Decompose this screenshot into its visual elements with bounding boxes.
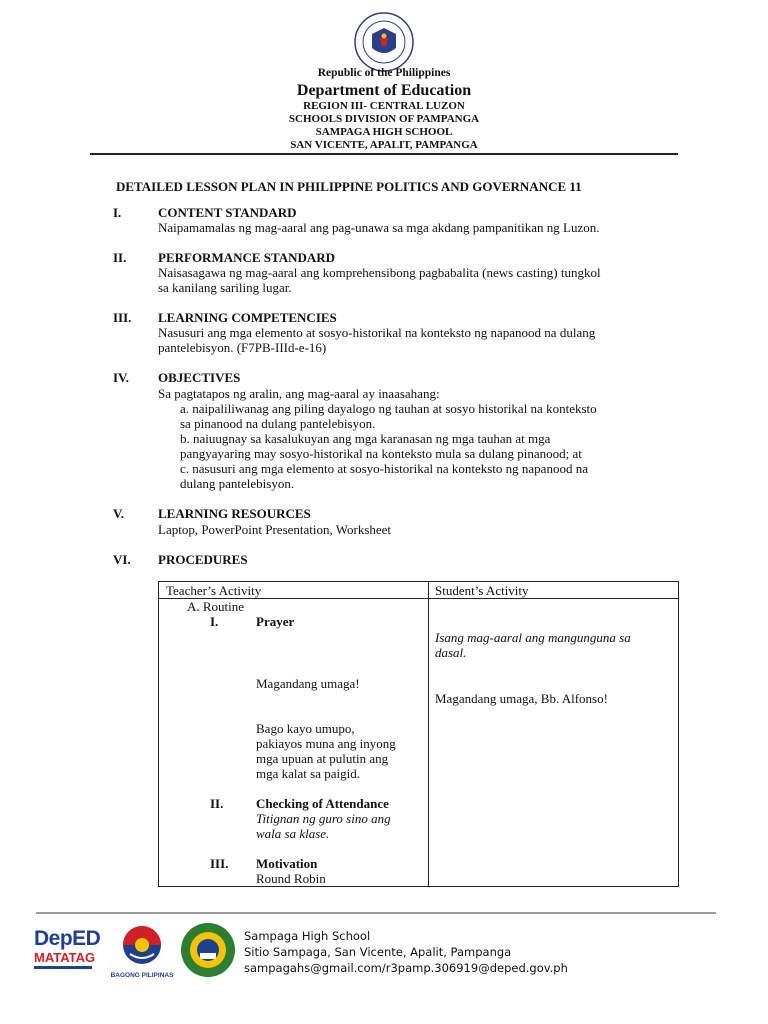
motivation-activity: Round Robin [256, 871, 326, 886]
objective-line: a. naipaliliwanag ang piling dayalogo ng tauhan at sosyo historikal na konteksto [180, 401, 597, 416]
prayer-title: Prayer [256, 614, 295, 629]
section-1-number: I. [113, 205, 122, 220]
bagong-pilipinas-text: BAGONG PILIPINAS [110, 972, 174, 979]
section-4-title: OBJECTIVES [158, 370, 241, 385]
student-prayer-line-1: Isang mag-aaral ang mangunguna sa [435, 630, 631, 645]
motivation-title: Motivation [256, 856, 318, 871]
table-vertical-divider [428, 582, 429, 886]
section-2-number: II. [113, 250, 127, 265]
student-activity-header: Student’s Activity [435, 583, 529, 598]
section-1-text: Naipamamalas ng mag-aaral ang pag-unawa sa mga akdang pampanitikan ng Luzon. [158, 220, 600, 235]
section-5-number: V. [113, 506, 124, 521]
section-2-text-line-1: Naisasagawa ng mag-aaral ang komprehensibong pagbabalita (news casting) tungkol [158, 265, 601, 280]
teacher-greeting: Magandang umaga! [256, 676, 360, 691]
footer-school-name: Sampaga High School [244, 929, 371, 943]
section-5-title: LEARNING RESOURCES [158, 506, 311, 521]
student-greeting: Magandang umaga, Bb. Alfonso! [435, 691, 608, 706]
school-seal [180, 922, 236, 978]
department-title: Department of Education [296, 82, 472, 99]
footer-divider [36, 912, 716, 914]
section-3-title: LEARNING COMPETENCIES [158, 310, 337, 325]
region-line: REGION III- CENTRAL LUZON [303, 100, 465, 112]
address-line: SAN VICENTE, APALIT, PAMPANGA [290, 139, 478, 151]
section-6-title: PROCEDURES [158, 552, 248, 567]
matatag-underline [34, 966, 92, 969]
prayer-number: I. [210, 614, 219, 629]
attendance-number: II. [210, 796, 224, 811]
deped-seal [350, 12, 418, 72]
motivation-number: III. [210, 856, 229, 871]
procedures-table [158, 581, 679, 887]
section-1-title: CONTENT STANDARD [158, 205, 297, 220]
lesson-plan-title: DETAILED LESSON PLAN IN PHILIPPINE POLITICS AND GOVERNANCE 11 [116, 179, 582, 194]
routine-label: A. Routine [187, 599, 245, 614]
objectives-intro: Sa pagtatapos ng aralin, ang mag-aaral ay inaasahang: [158, 386, 440, 401]
section-2-title: PERFORMANCE STANDARD [158, 250, 336, 265]
attendance-note-line-2: wala sa klase. [256, 826, 330, 841]
objective-line: c. nasusuri ang mga elemento at sosyo-historikal na konteksto ng napanood na [180, 461, 588, 476]
republic-line: Republic of the Philippines [317, 67, 451, 79]
matatag-wordmark: MATATAG [34, 950, 96, 965]
division-line: SCHOOLS DIVISION OF PAMPANGA [288, 113, 480, 125]
teacher-instruction-line: pakiayos muna ang inyong [256, 736, 396, 751]
section-3-number: III. [113, 310, 132, 325]
objective-line: pangyayaring may sosyo-historikal na konteksto mula sa dulang pinanood; at [180, 446, 582, 461]
teacher-instruction-line: mga kalat sa paigid. [256, 766, 360, 781]
objective-line: sa pinanood na dulang pantelebisyon. [180, 416, 376, 431]
section-5-text: Laptop, PowerPoint Presentation, Worksheet [158, 522, 392, 537]
student-prayer-line-2: dasal. [435, 645, 467, 660]
section-4-number: IV. [113, 370, 130, 385]
teacher-instruction-line: Bago kayo umupo, [256, 721, 355, 736]
objective-line: dulang pantelebisyon. [180, 476, 295, 491]
section-6-number: VI. [113, 552, 131, 567]
section-3-text-line-2: pantelebisyon. (F7PB-IIId-e-16) [158, 340, 327, 355]
teacher-activity-header: Teacher’s Activity [166, 583, 262, 598]
school-line: SAMPAGA HIGH SCHOOL [315, 126, 453, 138]
attendance-title: Checking of Attendance [256, 796, 389, 811]
header-divider [90, 153, 678, 155]
footer-email[interactable]: sampagahs@gmail.com/r3pamp.306919@deped.gov.ph [244, 961, 568, 975]
section-2-text-line-2: sa kanilang sariling lugar. [158, 280, 292, 295]
bagong-pilipinas-logo [110, 924, 174, 978]
footer-address: Sitio Sampaga, San Vicente, Apalit, Pampanga [244, 945, 512, 959]
attendance-note-line-1: Titignan ng guro sino ang [256, 811, 391, 826]
section-3-text-line-1: Nasusuri ang mga elemento at sosyo-historikal na konteksto ng napanood na dulang [158, 325, 596, 340]
deped-wordmark: DepED [34, 927, 101, 950]
deped-matatag-logo [34, 928, 104, 978]
teacher-instruction-line: mga upuan at pulutin ang [256, 751, 389, 766]
objective-line: b. naiuugnay sa kasalukuyan ang mga karanasan ng mga tauhan at mga [180, 431, 551, 446]
